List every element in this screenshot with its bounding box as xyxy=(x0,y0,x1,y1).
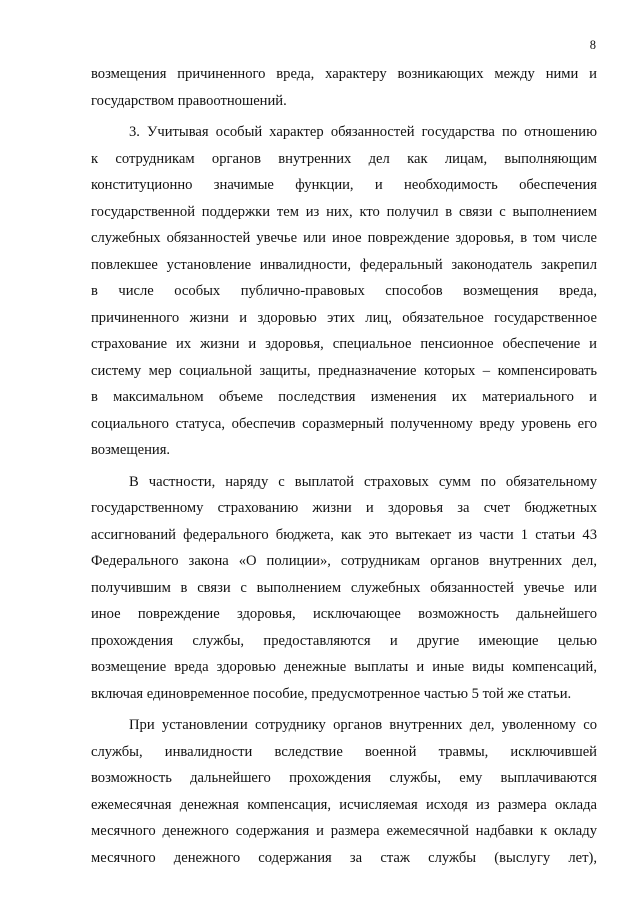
text-line: возмещения причиненного вреда, характеру возникающих между ними и xyxy=(91,66,597,82)
text-line: страхование их жизни и здоровья, специальное пенсионное обеспечение и xyxy=(91,336,597,352)
text-line: государственному страхованию жизни и здоровья за счет бюджетных xyxy=(91,500,597,516)
paragraph xyxy=(91,119,597,464)
paragraph xyxy=(91,712,597,871)
paragraph xyxy=(91,469,597,708)
paragraph xyxy=(91,61,597,114)
text-line: месячного денежного содержания за стаж службы (выслугу лет), xyxy=(91,849,597,866)
text-line: государством правоотношений. xyxy=(91,92,287,109)
text-line: Федерального закона «О полиции», сотрудникам органов внутренних дел, xyxy=(91,553,597,569)
text-line: возможность дальнейшего прохождения службы, ему выплачиваются xyxy=(91,770,597,786)
text-line: служебных обязанностей увечье или иное повреждение здоровья, в том числе xyxy=(91,230,597,246)
text-line: причиненного жизни и здоровью этих лиц, обязательное государственное xyxy=(91,309,597,326)
text-line: возмещение вреда здоровью денежные выплаты и иные виды компенсаций, xyxy=(91,659,597,675)
text-line: в максимальном объеме последствия изменения их материального и xyxy=(91,389,597,405)
text-line: социального статуса, обеспечив соразмерный полученному вреду уровень его xyxy=(91,415,597,432)
text-line: к сотрудникам органов внутренних дел как лицам, выполняющим xyxy=(91,150,597,167)
text-line: 3. Учитывая особый характер обязанностей государства по отношению xyxy=(129,124,597,140)
text-line: службы, инвалидности вследствие военной травмы, исключившей xyxy=(91,743,597,760)
text-line: ежемесячная денежная компенсация, исчисляемая исходя из размера оклада xyxy=(91,796,597,813)
text-line: иное повреждение здоровья, исключающее возможность дальнейшего xyxy=(91,606,597,622)
text-line: включая единовременное пособие, предусмотренное частью 5 той же статьи. xyxy=(91,685,572,702)
text-line: государственной поддержки тем из них, кто получил в связи с выполнением xyxy=(91,203,597,220)
text-line: систему мер социальной защиты, предназначение которых – компенсировать xyxy=(91,362,597,379)
text-line: повлекшее установление инвалидности, федеральный законодатель закрепил xyxy=(91,256,597,273)
document-body xyxy=(91,61,597,871)
text-line: прохождения службы, предоставляются и другие имеющие целью xyxy=(91,632,597,649)
text-line: При установлении сотруднику органов внутренних дел, уволенному со xyxy=(129,717,597,733)
text-line: возмещения. xyxy=(91,442,171,458)
page-number: 8 xyxy=(589,38,596,52)
text-line: получившим в связи с выполнением служебных обязанностей увечье или xyxy=(91,579,597,596)
text-line: месячного денежного содержания и размера ежемесячной надбавки к окладу xyxy=(91,823,597,839)
text-line: В частности, наряду с выплатой страховых сумм по обязательному xyxy=(129,473,597,490)
text-line: конституционно значимые функции, и необходимость обеспечения xyxy=(91,177,597,193)
text-line: в числе особых публично-правовых способов возмещения вреда, xyxy=(91,283,597,299)
text-line: ассигнований федерального бюджета, как это вытекает из части 1 статьи 43 xyxy=(91,526,597,543)
